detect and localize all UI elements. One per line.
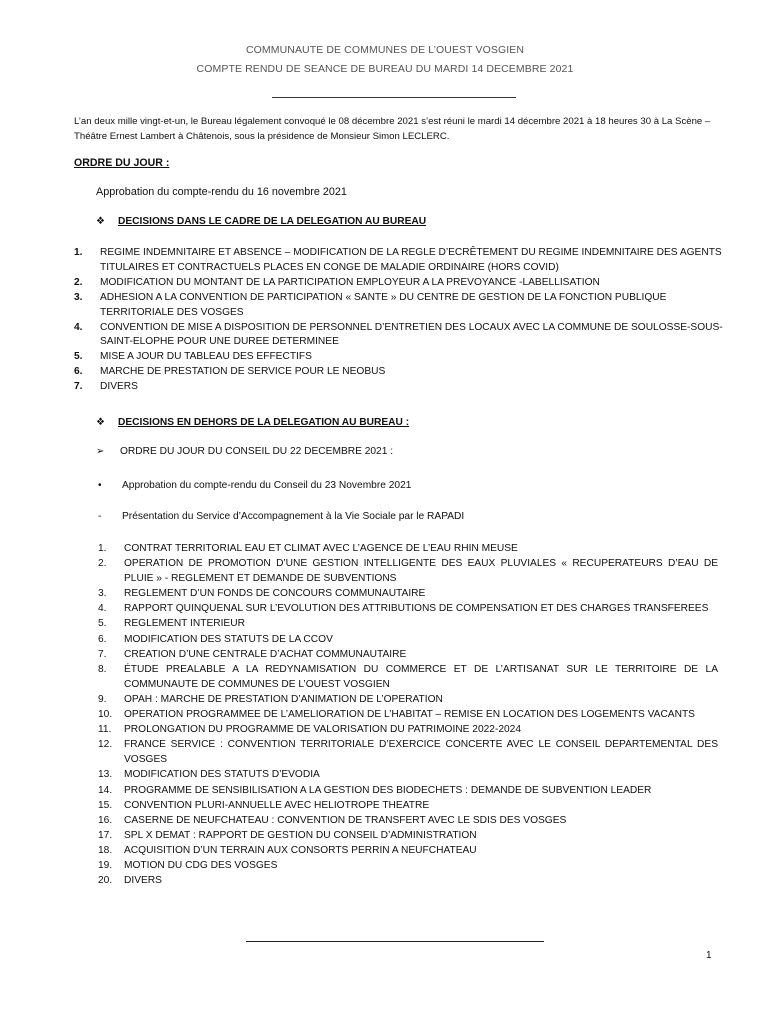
- section-delegation-heading: [96, 216, 426, 227]
- item-number: 2.: [98, 558, 107, 570]
- item-number: 20.: [98, 875, 113, 887]
- list-item: [98, 616, 718, 631]
- item-text: MODIFICATION DES STATUTS DE LA CCOV: [124, 633, 333, 645]
- list-item: [74, 350, 724, 365]
- list-item: [98, 858, 718, 873]
- list-item: [98, 556, 718, 586]
- list-item: [98, 692, 718, 707]
- list-item: [74, 380, 724, 395]
- list-item: [98, 647, 718, 662]
- item-number: 19.: [98, 859, 113, 871]
- header-separator: [272, 97, 516, 98]
- conseil-heading: [96, 446, 393, 457]
- section-hors-delegation-heading: [96, 417, 409, 428]
- conseil-list: [98, 541, 718, 888]
- list-item: [98, 828, 718, 843]
- presentation-line: [98, 511, 464, 522]
- item-text: RAPPORT QUINQUENAL SUR L’EVOLUTION DES ATTRIBUTIONS DE COMPENSATION ET DES CHARGES TRANSFEREES: [124, 603, 709, 615]
- item-text: ÉTUDE PREALABLE A LA REDYNAMISATION DU COMMERCE ET DE L’ARTISANAT SUR LE TERRITOIRE DE LA COMMUNAUTE DE COMMUNES DE L’OUEST VOSGIEN: [124, 663, 718, 690]
- item-text: OPERATION PROGRAMMEE DE L’AMELIORATION DE L’HABITAT – REMISE EN LOCATION DES LOGEMENTS VACANTS: [124, 709, 695, 721]
- dash-bullet-icon: -: [98, 511, 102, 522]
- item-number: 6.: [74, 366, 83, 378]
- item-text: CASERNE DE NEUFCHATEAU : CONVENTION DE TRANSFERT AVEC LE SDIS DES VOSGES: [124, 814, 567, 826]
- item-text: SPL X DEMAT : RAPPORT DE GESTION DU CONSEIL D’ADMINISTRATION: [124, 829, 477, 841]
- item-text: MARCHE DE PRESTATION DE SERVICE POUR LE NEOBUS: [100, 366, 386, 378]
- dot-bullet-icon: •: [98, 480, 102, 491]
- approbation-conseil-text: Approbation du compte-rendu du Conseil du 23 Novembre 2021: [122, 480, 412, 491]
- item-text: CONVENTION DE MISE A DISPOSITION DE PERSONNEL D’ENTRETIEN DES LOCAUX AVEC LA COMMUNE DE SOULOSSE-SOUS-SAINT-ELOPHE POUR UNE DUREE DETERMINEE: [100, 321, 723, 348]
- footer-separator: [246, 941, 544, 942]
- approbation-line: Approbation du compte-rendu du 16 novembre 2021: [96, 186, 347, 198]
- list-item: [98, 767, 718, 782]
- item-number: 14.: [98, 784, 113, 796]
- list-item: [98, 632, 718, 647]
- item-number: 7.: [74, 381, 83, 393]
- item-number: 12.: [98, 739, 113, 751]
- item-number: 3.: [74, 291, 83, 303]
- item-number: 5.: [98, 618, 107, 630]
- header-title: COMPTE RENDU DE SEANCE DE BUREAU DU MARDI 14 DECEMBRE 2021: [196, 63, 574, 75]
- item-number: 3.: [98, 588, 107, 600]
- list-item: [98, 783, 718, 798]
- list-item: [98, 722, 718, 737]
- item-text: DIVERS: [124, 875, 162, 887]
- item-text: REGIME INDEMNITAIRE ET ABSENCE – MODIFICATION DE LA REGLE D’ECRÊTEMENT DU REGIME INDEMNITAIRE DES AGENTS TITULAIRES ET CONTRACTUELS PLACES EN CONGE DE MALADIE ORDINAIRE (HORS COVID): [100, 247, 722, 273]
- item-text: PROLONGATION DU PROGRAMME DE VALORISATION DU PATRIMOINE 2022-2024: [124, 724, 522, 736]
- item-text: FRANCE SERVICE : CONVENTION TERRITORIALE D’EXERCICE CONCERTE AVEC LE CONSEIL DEPARTEMENTAL DES VOSGES: [124, 739, 718, 766]
- item-number: 4.: [74, 321, 83, 333]
- item-text: MISE A JOUR DU TABLEAU DES EFFECTIFS: [100, 351, 312, 363]
- list-item: [98, 601, 718, 616]
- item-text: REGLEMENT D’UN FONDS DE CONCOURS COMMUNAUTAIRE: [124, 588, 426, 600]
- approbation-conseil: [98, 480, 411, 491]
- item-text: MODIFICATION DES STATUTS D’EVODIA: [124, 769, 320, 781]
- item-text: PROGRAMME DE SENSIBILISATION A LA GESTION DES BIODECHETS : DEMANDE DE SUBVENTION LEADER: [124, 784, 652, 796]
- item-text: CONVENTION PLURI-ANNUELLE AVEC HELIOTROPE THEATRE: [124, 799, 430, 811]
- list-item: [74, 321, 724, 351]
- item-number: 6.: [98, 633, 107, 645]
- item-text: CONTRAT TERRITORIAL EAU ET CLIMAT AVEC L’AGENCE DE L’EAU RHIN MEUSE: [124, 543, 518, 554]
- list-item: [74, 276, 724, 291]
- item-number: 1.: [98, 543, 107, 554]
- item-number: 10.: [98, 709, 113, 721]
- item-text: MODIFICATION DU MONTANT DE LA PARTICIPATION EMPLOYEUR A LA PREVOYANCE -LABELLISATION: [100, 276, 600, 288]
- item-text: OPERATION DE PROMOTION D’UNE GESTION INTELLIGENTE DES EAUX PLUVIALES « RECUPERATEURS D’EAU DE PLUIE » - REGLEMENT ET DEMANDE DE SUBVENTIONS: [124, 558, 718, 585]
- header-organisation: COMMUNAUTE DE COMMUNES DE L’OUEST VOSGIEN: [245, 44, 525, 56]
- item-text: OPAH : MARCHE DE PRESTATION D’ANIMATION DE L’OPERATION: [124, 693, 443, 705]
- page-number: 1: [706, 950, 712, 961]
- item-number: 9.: [98, 693, 107, 705]
- section-delegation-title: DECISIONS DANS LE CADRE DE LA DELEGATION AU BUREAU: [118, 216, 427, 227]
- item-number: 7.: [98, 648, 107, 660]
- list-item: [98, 707, 718, 722]
- list-item: [98, 586, 718, 601]
- item-text: MOTION DU CDG DES VOSGES: [124, 859, 278, 871]
- item-number: 16.: [98, 814, 113, 826]
- diamond-bullet-icon: ❖: [96, 216, 106, 227]
- item-text: CREATION D’UNE CENTRALE D’ACHAT COMMUNAUTAIRE: [124, 648, 407, 660]
- item-number: 11.: [98, 724, 112, 736]
- list-item: [74, 291, 724, 321]
- intro-paragraph: L’an deux mille vingt-et-un, le Bureau légalement convoqué le 08 décembre 2021 s’est réuni le mardi 14 décembre 2021 à 18 heures 30 à La Scène – Théâtre Ernest Lambert à Châtenois, sous la présidence de Monsieur Simon LECLERC.: [74, 116, 711, 142]
- list-item: [74, 365, 724, 380]
- item-number: 2.: [74, 276, 83, 288]
- list-item: [98, 843, 718, 858]
- list-item: [74, 246, 724, 276]
- list-item: [98, 662, 718, 692]
- list-item: [98, 541, 718, 556]
- item-text: ACQUISITION D’UN TERRAIN AUX CONSORTS PERRIN A NEUFCHATEAU: [124, 844, 477, 856]
- ordre-du-jour-heading: ORDRE DU JOUR :: [74, 157, 170, 169]
- item-text: DIVERS: [100, 381, 138, 393]
- section-hors-delegation-title: DECISIONS EN DEHORS DE LA DELEGATION AU BUREAU :: [118, 417, 410, 428]
- item-number: 17.: [98, 829, 113, 841]
- item-number: 4.: [98, 603, 107, 615]
- list-item: [98, 873, 718, 888]
- item-number: 5.: [74, 351, 83, 363]
- list-item: [98, 737, 718, 767]
- item-number: 18.: [98, 844, 113, 856]
- item-number: 13.: [98, 769, 113, 781]
- item-text: ADHESION A LA CONVENTION DE PARTICIPATION « SANTE » DU CENTRE DE GESTION DE LA FONCTION PUBLIQUE TERRITORIALE DES VOSGES: [100, 291, 667, 318]
- diamond-bullet-icon: ❖: [96, 417, 106, 428]
- presentation-text: Présentation du Service d’Accompagnement à la Vie Sociale par le RAPADI: [122, 511, 465, 522]
- arrow-bullet-icon: ➢: [96, 446, 105, 457]
- item-number: 15.: [98, 799, 113, 811]
- delegation-list: [74, 246, 724, 395]
- list-item: [98, 813, 718, 828]
- item-number: 1.: [74, 247, 83, 258]
- item-text: REGLEMENT INTERIEUR: [124, 618, 245, 630]
- conseil-heading-text: ORDRE DU JOUR DU CONSEIL DU 22 DECEMBRE 2021 :: [120, 446, 394, 457]
- item-number: 8.: [98, 663, 107, 675]
- list-item: [98, 798, 718, 813]
